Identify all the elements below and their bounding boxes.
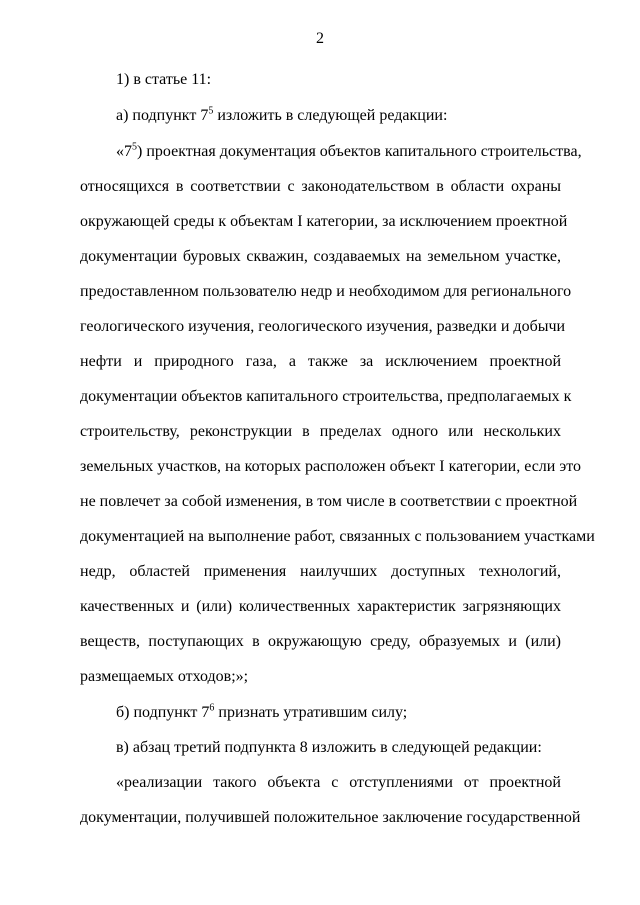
item-a-line <box>116 106 447 126</box>
item-v-line: в) абзац третий подпункта 8 изложить в следующей редакции: <box>116 739 542 756</box>
paragraph-line: строительству, реконструкции в пределах одного или нескольких <box>80 423 561 440</box>
quote2-first-line: «реализации такого объекта с отступлениями от проектной <box>116 774 561 791</box>
paragraph-line: веществ, поступающих в окружающую среду, образуемых и (или) <box>80 633 561 650</box>
paragraph-line: недр, областей применения наилучших доступных технологий, <box>80 563 561 580</box>
paragraph-line: окружающей среды к объектам I категории, за исключением проектной <box>80 213 568 230</box>
paragraph-line: относящихся в соответствии с законодательством в области охраны <box>80 178 561 195</box>
paragraph-line: предоставленном пользователю недр и необходимом для регионального <box>80 283 572 300</box>
paragraph-line: документации буровых скважин, создаваемых на земельном участке, <box>80 248 561 265</box>
quote-last-line: размещаемых отходов;»; <box>80 668 249 685</box>
item-a-text-end: изложить в следующей редакции: <box>213 107 448 124</box>
paragraph-line: качественных и (или) количественных характеристик загрязняющих <box>80 598 561 615</box>
paragraph-line: земельных участков, на которых расположен объект I категории, если это <box>80 458 581 475</box>
paragraph-line: не повлечет за собой изменения, в том числе в соответствии с проектной <box>80 493 578 510</box>
quote2-second-line: документации, получившей положительное заключение государственной <box>80 809 581 826</box>
paragraph-line: документации объектов капитального строительства, предполагаемых к <box>80 388 572 405</box>
paragraph-line: нефти и природного газа, а также за исключением проектной <box>80 353 561 370</box>
quote-open-text: «7 <box>116 143 132 160</box>
paragraph-line: геологического изучения, геологического изучения, разведки и добычи <box>80 318 566 335</box>
quote-superscript: 5 <box>132 141 137 153</box>
paragraph-line: документацией на выполнение работ, связанных с пользованием участками <box>80 528 595 545</box>
quote-first-line <box>116 141 582 162</box>
item-b-superscript: 6 <box>209 702 215 714</box>
item-b-line <box>116 703 407 723</box>
item-a-text: а) подпункт 7 <box>116 107 209 124</box>
item-b-text: б) подпункт 7 <box>116 704 210 721</box>
page-number: 2 <box>316 30 324 47</box>
item-b-text-end: признать утратившим силу; <box>214 704 408 721</box>
quote-first-text: ) проектная документация объектов капитального строительства, <box>137 143 582 160</box>
item-1-line: 1) в статье 11: <box>116 71 212 88</box>
item-a-superscript: 5 <box>208 105 214 117</box>
